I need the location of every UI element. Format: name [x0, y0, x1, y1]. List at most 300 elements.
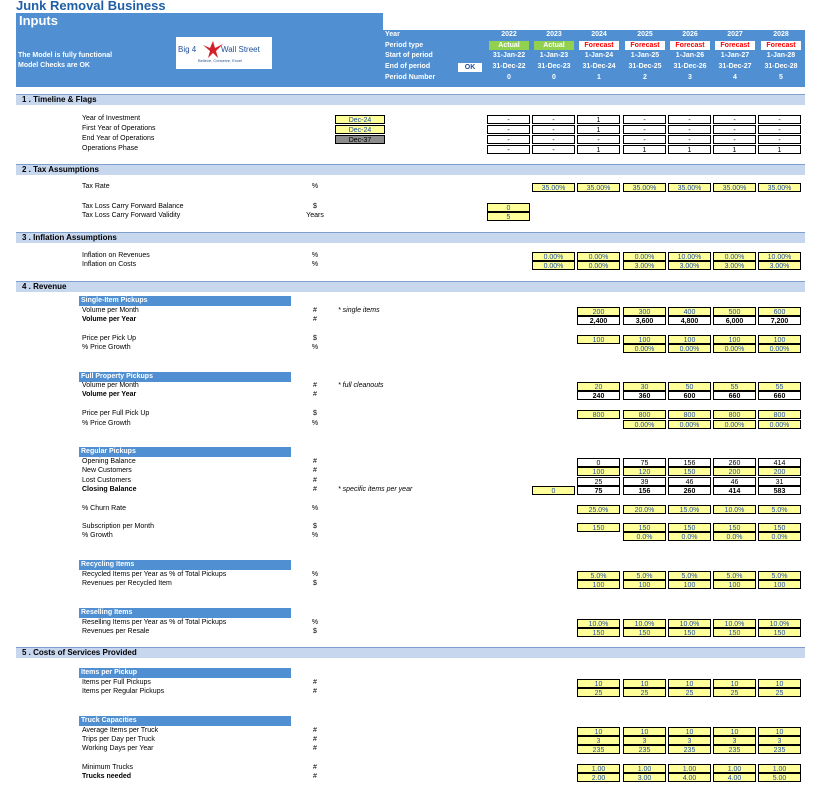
header-end-date: 31-Dec-27 — [718, 63, 752, 70]
regular-label: Lost Customers — [82, 477, 132, 484]
full-volume-year-cell: 660 — [713, 391, 756, 400]
section-title-revenue: 4 . Revenue — [22, 282, 67, 291]
timeline-flag-cell: 1 — [758, 145, 801, 154]
truck-needed-cell: 4.00 — [668, 773, 711, 782]
truck-needed-cell: 2.00 — [577, 773, 620, 782]
full-volume-year-cell: 240 — [577, 391, 620, 400]
inflation-revenue-input[interactable]: 10.00% — [668, 252, 711, 261]
subheader-truck — [79, 716, 291, 726]
subheader-items-title: Items per Pickup — [81, 669, 138, 676]
header-period-type: Forecast — [715, 41, 755, 50]
truck-days-input[interactable]: 235 — [577, 745, 620, 754]
inflation-cost-input[interactable]: 3.00% — [758, 261, 801, 270]
header-start-date: 1-Jan-27 — [720, 52, 750, 59]
header-start-date: 1-Jan-26 — [675, 52, 705, 59]
header-start-date: 1-Jan-24 — [584, 52, 614, 59]
header-label-start: Start of period — [385, 52, 433, 59]
full-growth-input[interactable]: 0.00% — [713, 420, 756, 429]
single-volume-year-cell: 3,600 — [623, 316, 666, 325]
timeline-flag-cell: - — [623, 125, 666, 134]
recycling-unit: % — [311, 571, 319, 578]
recycling-pct-input[interactable]: 5.0% — [623, 571, 666, 580]
single-price-input[interactable]: 100 — [758, 335, 801, 344]
header-year-2022: 2022 — [501, 31, 517, 38]
truck-unit: # — [313, 745, 317, 752]
full-price-input[interactable]: 800 — [758, 410, 801, 419]
truck-label: Average Items per Truck — [82, 727, 159, 734]
timeline-flag-cell: - — [532, 125, 575, 134]
single-unit: $ — [313, 335, 317, 342]
full-volume-month-input[interactable]: 20 — [577, 382, 620, 391]
page-title: Junk Removal Business — [16, 0, 166, 13]
single-volume-year-cell: 6,000 — [713, 316, 756, 325]
regular-subscription-input[interactable]: 150 — [668, 523, 711, 532]
regular-unit: # — [313, 458, 317, 465]
inflation-revenue-input[interactable]: 0.00% — [577, 252, 620, 261]
regular-lost-cell: 39 — [623, 477, 666, 486]
full-unit: # — [313, 382, 317, 389]
header-period-type: Forecast — [579, 41, 619, 50]
inflation-cost-input[interactable]: 3.00% — [623, 261, 666, 270]
inputs-label: Inputs — [19, 13, 58, 28]
truck-avg-items-input[interactable]: 10 — [758, 727, 801, 736]
timeline-flag-cell: - — [758, 115, 801, 124]
reselling-label: Revenues per Resale — [82, 628, 150, 635]
truck-needed-cell: 4.00 — [713, 773, 756, 782]
timeline-flag-cell: - — [487, 145, 530, 154]
reselling-revenue-input[interactable]: 150 — [623, 628, 666, 637]
reselling-revenue-input[interactable]: 150 — [713, 628, 756, 637]
header-period-number: 0 — [507, 74, 511, 81]
regular-new-input[interactable]: 200 — [758, 467, 801, 476]
header-end-date: 31-Dec-22 — [492, 63, 526, 70]
regular-new-input[interactable]: 100 — [577, 467, 620, 476]
header-year-2026: 2026 — [682, 31, 698, 38]
header-period-number: 4 — [733, 74, 737, 81]
regular-churn-input[interactable]: 20.0% — [623, 505, 666, 514]
section-tax — [16, 164, 805, 175]
note-full: * full cleanouts — [338, 382, 384, 389]
recycling-pct-input[interactable]: 5.0% — [758, 571, 801, 580]
reselling-unit: $ — [313, 628, 317, 635]
timeline-flag-cell: - — [623, 115, 666, 124]
regular-subscription-input[interactable]: 150 — [758, 523, 801, 532]
timeline-flag-cell: - — [668, 125, 711, 134]
header-period-number: 5 — [779, 74, 783, 81]
inflation-revenue-input[interactable]: 0.00% — [623, 252, 666, 261]
items-full-input[interactable]: 10 — [623, 679, 666, 688]
label-inflation-costs: Inflation on Costs — [82, 261, 137, 268]
regular-subscription-input[interactable]: 150 — [623, 523, 666, 532]
subheader-regular — [79, 447, 291, 457]
regular-closing-input[interactable]: 0 — [532, 486, 575, 495]
truck-avg-items-input[interactable]: 10 — [577, 727, 620, 736]
full-label: Volume per Month — [82, 382, 139, 389]
header-period-type: Actual — [489, 41, 529, 50]
regular-closing-cell: 583 — [758, 486, 801, 495]
regular-closing-cell: 414 — [713, 486, 756, 495]
items-regular-input[interactable]: 25 — [758, 688, 801, 697]
timeline-flag-cell: - — [758, 125, 801, 134]
header-start-date: 1-Jan-25 — [630, 52, 660, 59]
inflation-revenue-input[interactable]: 0.00% — [532, 252, 575, 261]
timeline-flag-cell: - — [668, 135, 711, 144]
regular-lost-cell: 46 — [713, 477, 756, 486]
full-price-input[interactable]: 800 — [623, 410, 666, 419]
truck-days-input[interactable]: 235 — [758, 745, 801, 754]
label-operations-phase: Operations Phase — [82, 145, 139, 152]
single-volume-year-cell: 4,800 — [668, 316, 711, 325]
unit-inflation-costs: % — [311, 261, 319, 268]
truck-days-input[interactable]: 235 — [713, 745, 756, 754]
header-end-date: 31-Dec-25 — [628, 63, 662, 70]
timeline-input[interactable]: Dec-24 — [335, 115, 385, 124]
status-functional: The Model is fully functional — [18, 52, 113, 59]
regular-label: New Customers — [82, 467, 132, 474]
single-volume-month-input[interactable]: 300 — [623, 307, 666, 316]
section-revenue — [16, 281, 805, 292]
header-year-2025: 2025 — [637, 31, 653, 38]
header-start-date: 1-Jan-23 — [539, 52, 569, 59]
full-volume-month-input[interactable]: 30 — [623, 382, 666, 391]
note-regular: * specific items per year — [338, 486, 413, 493]
subheader-recycling — [79, 560, 291, 570]
regular-unit: % — [311, 505, 319, 512]
tax-rate-input[interactable]: 35.00% — [623, 183, 666, 192]
inflation-revenue-input[interactable]: 10.00% — [758, 252, 801, 261]
regular-growth-input[interactable]: 0.0% — [623, 532, 666, 541]
regular-churn-input[interactable]: 15.0% — [668, 505, 711, 514]
items-label: Items per Regular Pickups — [82, 688, 165, 695]
reselling-pct-input[interactable]: 10.0% — [668, 619, 711, 628]
subheader-truck-title: Truck Capacities — [81, 717, 137, 724]
full-volume-month-input[interactable]: 55 — [713, 382, 756, 391]
regular-closing-cell: 75 — [577, 486, 620, 495]
full-volume-month-input[interactable]: 50 — [668, 382, 711, 391]
full-volume-year-cell: 660 — [758, 391, 801, 400]
full-growth-input[interactable]: 0.00% — [668, 420, 711, 429]
truck-unit: # — [313, 727, 317, 734]
regular-lost-cell: 46 — [668, 477, 711, 486]
full-unit: % — [311, 420, 319, 427]
single-growth-input[interactable]: 0.00% — [713, 344, 756, 353]
items-full-input[interactable]: 10 — [577, 679, 620, 688]
regular-churn-input[interactable]: 25.0% — [577, 505, 620, 514]
truck-label: Working Days per Year — [82, 745, 154, 752]
header-start-date: 1-Jan-28 — [766, 52, 796, 59]
section-costs — [16, 647, 805, 658]
header-period-number: 1 — [597, 74, 601, 81]
header-label-year: Year — [385, 31, 400, 38]
subheader-items-per-pickup — [79, 668, 291, 678]
inflation-revenue-input[interactable]: 0.00% — [713, 252, 756, 261]
timeline-flag-cell: - — [532, 135, 575, 144]
recycling-revenue-input[interactable]: 100 — [668, 580, 711, 589]
regular-unit: % — [311, 532, 319, 539]
items-regular-input[interactable]: 25 — [668, 688, 711, 697]
truck-label: Trucks needed — [82, 773, 132, 780]
truck-trips-input[interactable]: 3 — [758, 736, 801, 745]
label-tax-loss-cf: Tax Loss Carry Forward Balance — [82, 203, 184, 210]
label-first-year-ops: First Year of Operations — [82, 125, 156, 132]
single-growth-input[interactable]: 0.00% — [758, 344, 801, 353]
single-unit: % — [311, 344, 319, 351]
truck-needed-cell: 3.00 — [623, 773, 666, 782]
header-start-date: 31-Jan-22 — [492, 52, 526, 59]
full-unit: $ — [313, 410, 317, 417]
header-label-period-number: Period Number — [385, 74, 436, 81]
tax-loss-cf-input[interactable]: 0 — [487, 203, 530, 212]
timeline-flag-cell: - — [713, 115, 756, 124]
single-price-input[interactable]: 100 — [668, 335, 711, 344]
single-volume-month-input[interactable]: 500 — [713, 307, 756, 316]
single-label: Volume per Year — [82, 316, 137, 323]
tax-rate-input[interactable]: 35.00% — [577, 183, 620, 192]
recycling-pct-input[interactable]: 5.0% — [668, 571, 711, 580]
regular-new-input[interactable]: 120 — [623, 467, 666, 476]
regular-subscription-input[interactable]: 150 — [713, 523, 756, 532]
header-period-type: Actual — [534, 41, 574, 50]
full-growth-input[interactable]: 0.00% — [758, 420, 801, 429]
timeline-flag-cell: - — [623, 135, 666, 144]
regular-growth-input[interactable]: 0.0% — [668, 532, 711, 541]
header-period-number: 0 — [552, 74, 556, 81]
truck-avg-items-input[interactable]: 10 — [623, 727, 666, 736]
subheader-single-item — [79, 296, 291, 306]
label-year-of-investment: Year of Investment — [82, 115, 141, 122]
full-label: Volume per Year — [82, 391, 137, 398]
items-regular-input[interactable]: 25 — [623, 688, 666, 697]
inputs-banner — [16, 13, 383, 30]
timeline-flag-cell: - — [487, 135, 530, 144]
truck-minimum-input[interactable]: 1.00 — [758, 764, 801, 773]
header-period-type: Forecast — [625, 41, 665, 50]
subheader-single-item-title: Single-Item Pickups — [81, 297, 148, 304]
regular-subscription-input[interactable]: 150 — [577, 523, 620, 532]
recycling-revenue-input[interactable]: 100 — [577, 580, 620, 589]
truck-trips-input[interactable]: 3 — [713, 736, 756, 745]
recycling-pct-input[interactable]: 5.0% — [577, 571, 620, 580]
single-unit: # — [313, 316, 317, 323]
logo-text-right: Wall Street — [221, 45, 260, 54]
timeline-flag-cell: - — [668, 115, 711, 124]
single-volume-month-input[interactable]: 400 — [668, 307, 711, 316]
subheader-recycling-title: Recycling Items — [81, 561, 135, 568]
regular-churn-input[interactable]: 5.0% — [758, 505, 801, 514]
timeline-input[interactable]: Dec-37 — [335, 135, 385, 144]
truck-label: Minimum Trucks — [82, 764, 133, 771]
header-year-2023: 2023 — [546, 31, 562, 38]
section-inflation — [16, 232, 805, 243]
reselling-pct-input[interactable]: 10.0% — [713, 619, 756, 628]
full-label: % Price Growth — [82, 420, 131, 427]
tax-rate-input[interactable]: 35.00% — [713, 183, 756, 192]
full-price-input[interactable]: 800 — [713, 410, 756, 419]
reselling-revenue-input[interactable]: 150 — [577, 628, 620, 637]
truck-days-input[interactable]: 235 — [623, 745, 666, 754]
regular-label: Closing Balance — [82, 486, 137, 493]
regular-opening-cell: 0 — [577, 458, 620, 467]
single-label: % Price Growth — [82, 344, 131, 351]
tax-rate-input[interactable]: 35.00% — [668, 183, 711, 192]
subheader-full-property-title: Full Property Pickups — [81, 373, 153, 380]
single-unit: # — [313, 307, 317, 314]
regular-growth-input[interactable]: 0.0% — [758, 532, 801, 541]
timeline-flag-cell: - — [487, 115, 530, 124]
full-growth-input[interactable]: 0.00% — [623, 420, 666, 429]
unit-tax-rate: % — [311, 183, 319, 190]
regular-lost-cell: 31 — [758, 477, 801, 486]
truck-minimum-input[interactable]: 1.00 — [623, 764, 666, 773]
regular-closing-cell: 260 — [668, 486, 711, 495]
single-volume-month-input[interactable]: 200 — [577, 307, 620, 316]
single-label: Volume per Month — [82, 307, 139, 314]
items-full-input[interactable]: 10 — [758, 679, 801, 688]
timeline-flag-cell: - — [532, 115, 575, 124]
timeline-flag-cell: - — [758, 135, 801, 144]
timeline-flag-cell: - — [487, 125, 530, 134]
truck-label: Trips per Day per Truck — [82, 736, 155, 743]
truck-minimum-input[interactable]: 1.00 — [577, 764, 620, 773]
recycling-revenue-input[interactable]: 100 — [623, 580, 666, 589]
header-end-date: 31-Dec-23 — [537, 63, 571, 70]
header-end-date: 31-Dec-26 — [673, 63, 707, 70]
section-title-inflation: 3 . Inflation Assumptions — [22, 233, 117, 242]
regular-opening-cell: 260 — [713, 458, 756, 467]
truck-needed-cell: 5.00 — [758, 773, 801, 782]
section-title-tax: 2 . Tax Assumptions — [22, 165, 99, 174]
header-year-2027: 2027 — [727, 31, 743, 38]
items-full-input[interactable]: 10 — [668, 679, 711, 688]
reselling-pct-input[interactable]: 10.0% — [758, 619, 801, 628]
note-single: * single items — [338, 307, 380, 314]
truck-avg-items-input[interactable]: 10 — [668, 727, 711, 736]
tax-rate-input[interactable]: 35.00% — [758, 183, 801, 192]
single-growth-input[interactable]: 0.00% — [668, 344, 711, 353]
regular-churn-input[interactable]: 10.0% — [713, 505, 756, 514]
regular-opening-cell: 156 — [668, 458, 711, 467]
timeline-flag-cell: 1 — [577, 145, 620, 154]
regular-opening-cell: 414 — [758, 458, 801, 467]
inflation-cost-input[interactable]: 0.00% — [577, 261, 620, 270]
truck-trips-input[interactable]: 3 — [668, 736, 711, 745]
items-unit: # — [313, 688, 317, 695]
truck-minimum-input[interactable]: 1.00 — [713, 764, 756, 773]
truck-unit: # — [313, 773, 317, 780]
header-year-2028: 2028 — [773, 31, 789, 38]
unit-tax-loss-cf: $ — [313, 203, 317, 210]
regular-closing-cell: 156 — [623, 486, 666, 495]
recycling-pct-input[interactable]: 5.0% — [713, 571, 756, 580]
single-volume-month-input[interactable]: 600 — [758, 307, 801, 316]
label-tax-rate: Tax Rate — [82, 183, 110, 190]
truck-trips-input[interactable]: 3 — [623, 736, 666, 745]
regular-unit: # — [313, 467, 317, 474]
truck-minimum-input[interactable]: 1.00 — [668, 764, 711, 773]
timeline-flag-cell: 1 — [577, 115, 620, 124]
items-label: Items per Full Pickups — [82, 679, 151, 686]
regular-unit: $ — [313, 523, 317, 530]
section-timeline — [16, 94, 805, 105]
full-label: Price per Full Pick Up — [82, 410, 150, 417]
timeline-flag-cell: - — [532, 145, 575, 154]
reselling-label: Reselling Items per Year as % of Total Pickups — [82, 619, 227, 626]
subheader-reselling — [79, 608, 291, 618]
timeline-flag-cell: 1 — [713, 145, 756, 154]
reselling-revenue-input[interactable]: 150 — [758, 628, 801, 637]
truck-trips-input[interactable]: 3 — [577, 736, 620, 745]
regular-growth-input[interactable]: 0.0% — [713, 532, 756, 541]
reselling-revenue-input[interactable]: 150 — [668, 628, 711, 637]
section-title-timeline: 1 . Timeline & Flags — [22, 95, 97, 104]
regular-label: Subscription per Month — [82, 523, 154, 530]
label-end-year-ops: End Year of Operations — [82, 135, 155, 142]
single-label: Price per Pick Up — [82, 335, 137, 342]
timeline-flag-cell: 1 — [577, 125, 620, 134]
header-end-date: 31-Dec-28 — [764, 63, 798, 70]
timeline-flag-cell: - — [577, 135, 620, 144]
full-price-input[interactable]: 800 — [668, 410, 711, 419]
single-volume-year-cell: 2,400 — [577, 316, 620, 325]
unit-tax-loss-validity: Years — [306, 212, 324, 219]
inflation-cost-input[interactable]: 3.00% — [668, 261, 711, 270]
recycling-unit: $ — [313, 580, 317, 587]
single-price-input[interactable]: 100 — [713, 335, 756, 344]
regular-unit: # — [313, 486, 317, 493]
header-period-type: Forecast — [670, 41, 710, 50]
full-price-input[interactable]: 800 — [577, 410, 620, 419]
items-full-input[interactable]: 10 — [713, 679, 756, 688]
full-volume-month-input[interactable]: 55 — [758, 382, 801, 391]
regular-new-input[interactable]: 200 — [713, 467, 756, 476]
reselling-unit: % — [311, 619, 319, 626]
truck-days-input[interactable]: 235 — [668, 745, 711, 754]
timeline-flag-cell: 1 — [668, 145, 711, 154]
inflation-cost-input[interactable]: 0.00% — [532, 261, 575, 270]
regular-lost-cell: 25 — [577, 477, 620, 486]
full-unit: # — [313, 391, 317, 398]
single-growth-input[interactable]: 0.00% — [623, 344, 666, 353]
label-tax-loss-validity: Tax Loss Carry Forward Validity — [82, 212, 181, 219]
header-period-number: 2 — [643, 74, 647, 81]
timeline-flag-cell: - — [713, 135, 756, 144]
header-label-period-type: Period type — [385, 42, 424, 49]
items-regular-input[interactable]: 25 — [577, 688, 620, 697]
recycling-revenue-input[interactable]: 100 — [758, 580, 801, 589]
timeline-input[interactable]: Dec-24 — [335, 125, 385, 134]
single-price-input[interactable]: 100 — [623, 335, 666, 344]
recycling-revenue-input[interactable]: 100 — [713, 580, 756, 589]
regular-new-input[interactable]: 150 — [668, 467, 711, 476]
timeline-flag-cell: 1 — [623, 145, 666, 154]
items-unit: # — [313, 679, 317, 686]
regular-label: % Growth — [82, 532, 113, 539]
regular-unit: # — [313, 477, 317, 484]
regular-label: Opening Balance — [82, 458, 136, 465]
reselling-pct-input[interactable]: 10.0% — [577, 619, 620, 628]
tax-loss-validity-input[interactable]: 5 — [487, 212, 530, 221]
items-regular-input[interactable]: 25 — [713, 688, 756, 697]
single-price-input[interactable]: 100 — [577, 335, 620, 344]
tax-rate-input[interactable]: 35.00% — [532, 183, 575, 192]
reselling-pct-input[interactable]: 10.0% — [623, 619, 666, 628]
timeline-flag-cell: - — [713, 125, 756, 134]
truck-avg-items-input[interactable]: 10 — [713, 727, 756, 736]
logo-text-left: Big 4 — [178, 45, 197, 54]
regular-label: % Churn Rate — [82, 505, 126, 512]
inflation-cost-input[interactable]: 3.00% — [713, 261, 756, 270]
full-volume-year-cell: 360 — [623, 391, 666, 400]
